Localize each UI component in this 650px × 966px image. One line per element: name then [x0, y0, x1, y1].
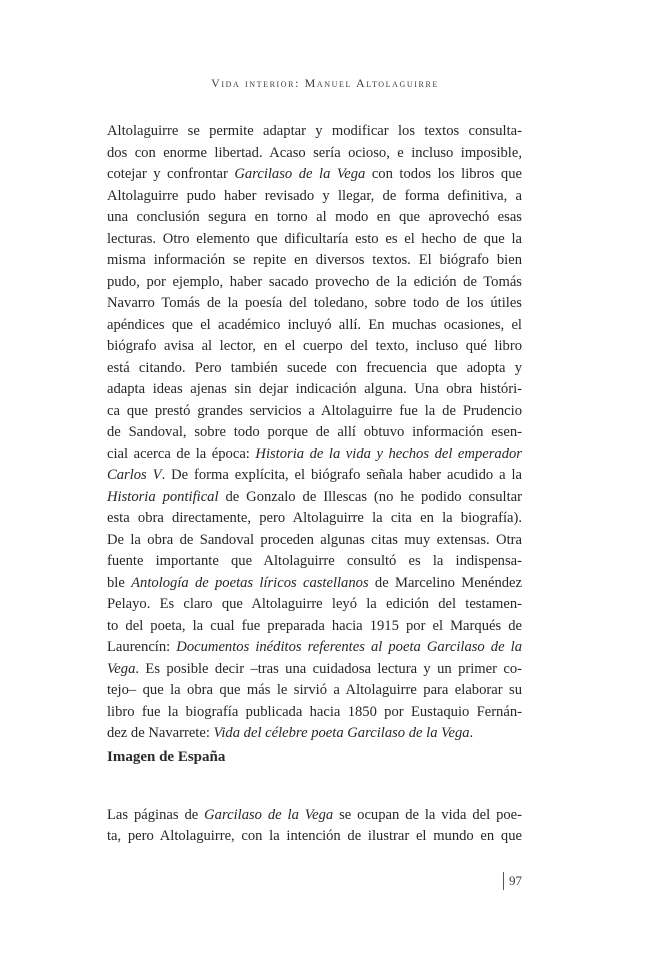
- section-heading: Imagen de España: [107, 749, 226, 765]
- text-line: tejo– que la obra que más le sirvió a Altolaguirre para elaborar su: [107, 682, 522, 698]
- page-number-text: 97: [509, 873, 522, 888]
- paragraph-2: [107, 805, 522, 848]
- body-paragraph-2: [107, 790, 522, 862]
- text-line: Pelayo. Es claro que Altolaguirre leyó la edición del testamen-: [107, 596, 522, 612]
- text-line: esta obra directamente, pero Altolaguirre la cita en la biografía).: [107, 510, 522, 526]
- text-line: pudo, por ejemplo, haber sacado provecho de la edición de Tomás: [107, 273, 522, 290]
- text-line: misma información se repite en diversos textos. El biógrafo bien: [107, 252, 522, 268]
- text-line: to del poeta, la cual fue preparada hacia 1915 por el Marqués de: [107, 617, 522, 634]
- text-line: Historia pontifical de Gonzalo de Illescas (no he podido consultar: [107, 488, 522, 505]
- italic-title: Historia pontifical: [107, 488, 219, 505]
- text-line: ta, pero Altolaguirre, con la intención de ilustrar el mundo en que: [107, 828, 522, 845]
- text-line: una conclusión segura en torno al modo en que aprovechó esas: [107, 209, 522, 225]
- page-number: [503, 872, 522, 890]
- paragraph-1: [107, 121, 522, 745]
- text-line: ca que prestó grandes servicios a Altolaguirre fue la de Prudencio: [107, 402, 522, 419]
- text-line: dos con enorme libertad. Acaso sería ocioso, e incluso imposible,: [107, 144, 522, 161]
- text-line: Vega. Es posible decir –tras una cuidadosa lectura y un primer co-: [107, 660, 522, 677]
- italic-title: Historia de la vida y hechos del emperador: [255, 445, 522, 462]
- text-line: apéndices que el académico incluyó allí. En muchas ocasiones, el: [107, 316, 522, 333]
- text-line: Laurencín: Documentos inéditos referentes al poeta Garcilaso de la: [107, 639, 522, 655]
- text-line: adapta ideas ajenas sin dejar indicación alguna. Una obra históri-: [107, 381, 522, 397]
- text-line: cotejar y confrontar Garcilaso de la Vega con todos los libros que: [107, 166, 522, 182]
- text-line: Carlos V. De forma explícita, el biógrafo señala haber acudido a la: [107, 467, 522, 483]
- italic-title: Vega: [107, 660, 136, 677]
- italic-title: Vida del célebre poeta Garcilaso de la Vega: [213, 725, 470, 741]
- text-line: está citando. Pero también sucede con frecuencia que adopta y: [107, 359, 522, 376]
- text-line: Las páginas de Garcilaso de la Vega se ocupan de la vida del poe-: [107, 806, 523, 823]
- folio-rule: [503, 872, 504, 890]
- text-line: Altolaguirre se permite adaptar y modificar los textos consulta-: [107, 123, 522, 139]
- running-head: Vida interior: Manuel Altolaguirre: [211, 76, 439, 90]
- text-line: fuente importante que Altolaguirre consultó es la indispensa-: [107, 553, 522, 569]
- text-line: lecturas. Otro elemento que dificultaría esto es el hecho de que la: [107, 230, 522, 247]
- italic-title: Garcilaso de la Vega: [234, 166, 366, 182]
- italic-title: Documentos inéditos referentes al poeta Garcilaso de la: [176, 639, 522, 655]
- italic-title: Antología de poetas líricos castellanos: [131, 574, 369, 591]
- text-line: de Sandoval, sobre todo porque de allí obtuvo información esen-: [107, 424, 522, 440]
- text-line: Altolaguirre pudo haber revisado y llegar, de forma definitiva, a: [107, 187, 522, 204]
- body-paragraph: [107, 121, 522, 745]
- text-line: dez de Navarrete: Vida del célebre poeta Garcilaso de la Vega.: [107, 725, 474, 741]
- italic-title: Carlos V: [107, 467, 162, 483]
- text-line: biógrafo avisa al lector, en el cuerpo del texto, incluso qué libro: [107, 338, 522, 354]
- text-line: ble Antología de poetas líricos castellanos de Marcelino Menéndez: [107, 574, 523, 591]
- text-line: De la obra de Sandoval proceden algunas citas muy extensas. Otra: [107, 531, 522, 548]
- italic-title: Garcilaso de la Vega: [204, 806, 334, 823]
- text-line: cial acerca de la época: Historia de la vida y hechos del emperador: [107, 445, 522, 462]
- text-line: libro fue la biografía publicada hacia 1850 por Eustaquio Fernán-: [107, 703, 522, 720]
- text-line: Navarro Tomás de la poesía del toledano, sobre todo de los útiles: [107, 295, 522, 311]
